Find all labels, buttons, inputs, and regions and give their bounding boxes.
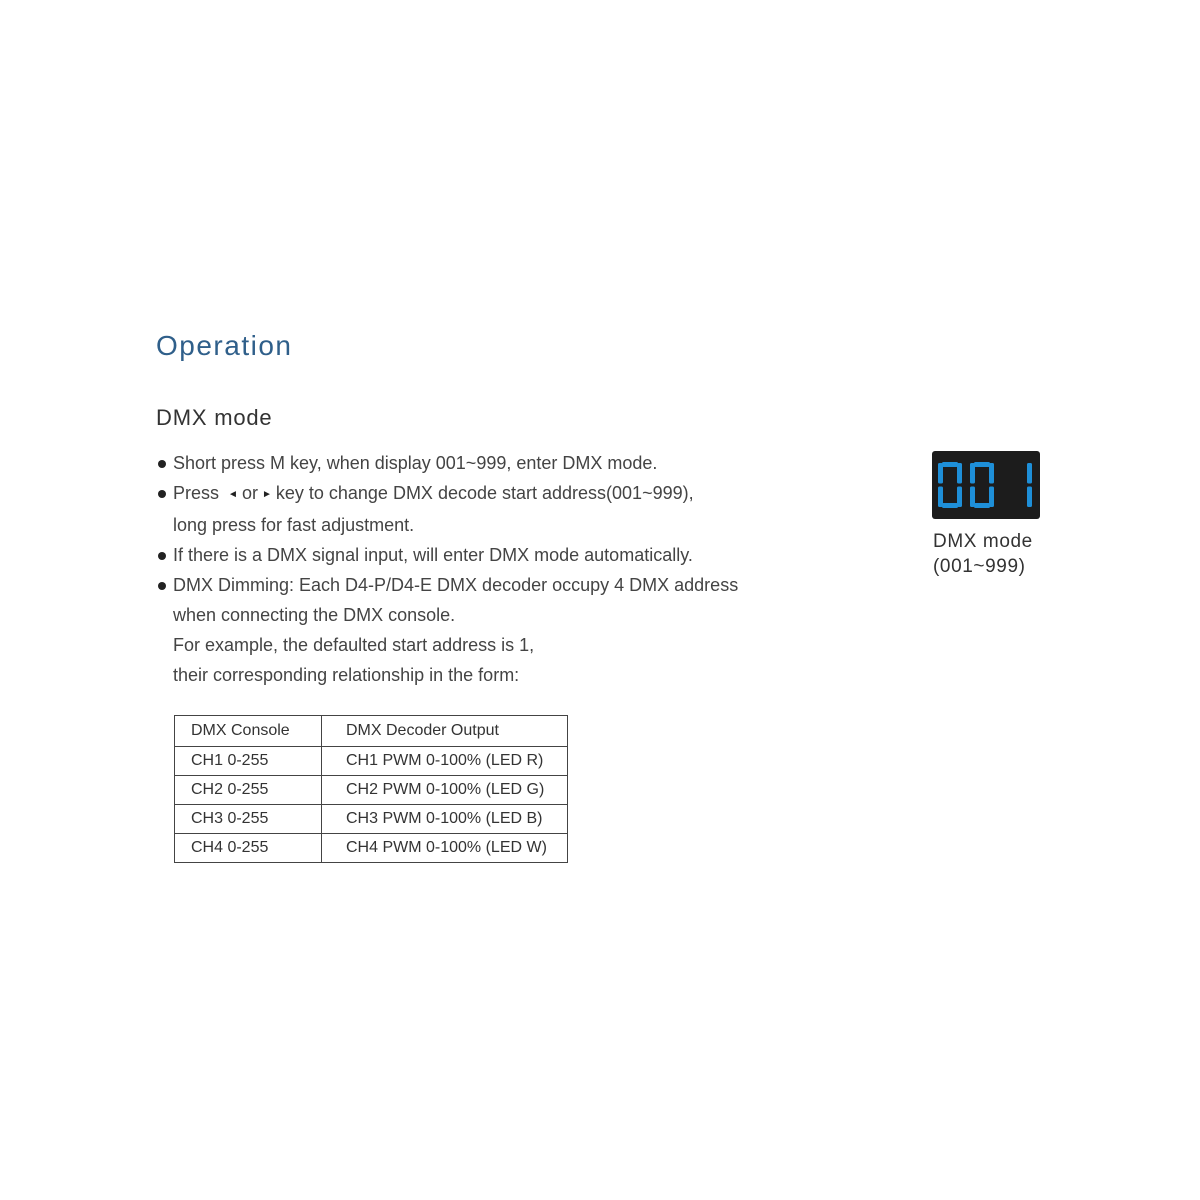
- right-arrow-icon: ►: [261, 489, 272, 500]
- table-cell: CH3 0-255: [175, 805, 322, 834]
- table-cell: CH2 0-255: [175, 776, 322, 805]
- digit-segment: [1027, 463, 1032, 484]
- bullet-text: their corresponding relationship in the form:: [173, 665, 520, 685]
- digit-segment: [974, 503, 990, 508]
- display-caption-range: (001~999): [933, 556, 1026, 577]
- subsection-title: DMX mode: [156, 405, 273, 430]
- table-cell: CH1 PWM 0-100% (LED R): [322, 747, 568, 776]
- table-row: [175, 747, 568, 776]
- digit-segment: [938, 463, 943, 484]
- or-text: or: [241, 483, 258, 503]
- list-item: [156, 570, 776, 690]
- bullet-text: when connecting the DMX console.: [173, 605, 456, 625]
- led-display: [932, 451, 1040, 519]
- digit-segment: [938, 487, 943, 508]
- channel-mapping-table: [174, 715, 568, 863]
- instruction-list: [156, 448, 776, 690]
- digit-segment: [942, 503, 958, 508]
- table-row: [175, 805, 568, 834]
- display-caption-mode: DMX mode: [933, 531, 1033, 552]
- table-row: [175, 776, 568, 805]
- digit-segment: [970, 463, 975, 484]
- bullet-text: If there is a DMX signal input, will enter DMX mode automatically.: [173, 545, 693, 565]
- table-cell: CH2 PWM 0-100% (LED G): [322, 776, 568, 805]
- table-cell: CH4 0-255: [175, 834, 322, 863]
- left-arrow-icon: ◄: [228, 489, 238, 500]
- bullet-text: For example, the defaulted start address is 1,: [173, 635, 535, 655]
- table-cell: CH3 PWM 0-100% (LED B): [322, 805, 568, 834]
- table-header-row: [175, 716, 568, 747]
- column-header: DMX Console: [175, 716, 322, 747]
- list-item: [156, 478, 776, 540]
- table-cell: CH1 0-255: [175, 747, 322, 776]
- list-item: [156, 448, 776, 478]
- seven-segment-digits: [932, 451, 1040, 519]
- digit-segment: [957, 463, 962, 484]
- digit-segment: [989, 463, 994, 484]
- bullet-text: DMX Dimming: Each D4-P/D4-E DMX decoder occupy 4 DMX address: [173, 575, 739, 595]
- table-cell: CH4 PWM 0-100% (LED W): [322, 834, 568, 863]
- bullet-text: long press for fast adjustment.: [173, 515, 415, 535]
- column-header: DMX Decoder Output: [322, 716, 568, 747]
- list-item: [156, 540, 776, 570]
- section-title: Operation: [156, 330, 293, 361]
- bullet-text: Short press M key, when display 001~999, enter DMX mode.: [173, 453, 658, 473]
- display-caption: [933, 529, 1033, 579]
- digit-segment: [942, 462, 958, 467]
- bullet-suffix: key to change DMX decode start address(001~999),: [275, 483, 694, 503]
- digit-segment: [970, 487, 975, 508]
- bullet-text: [173, 478, 776, 510]
- table-row: [175, 834, 568, 863]
- digit-segment: [974, 462, 990, 467]
- bullet-prefix: Press: [173, 483, 220, 503]
- digit-segment: [1027, 487, 1032, 508]
